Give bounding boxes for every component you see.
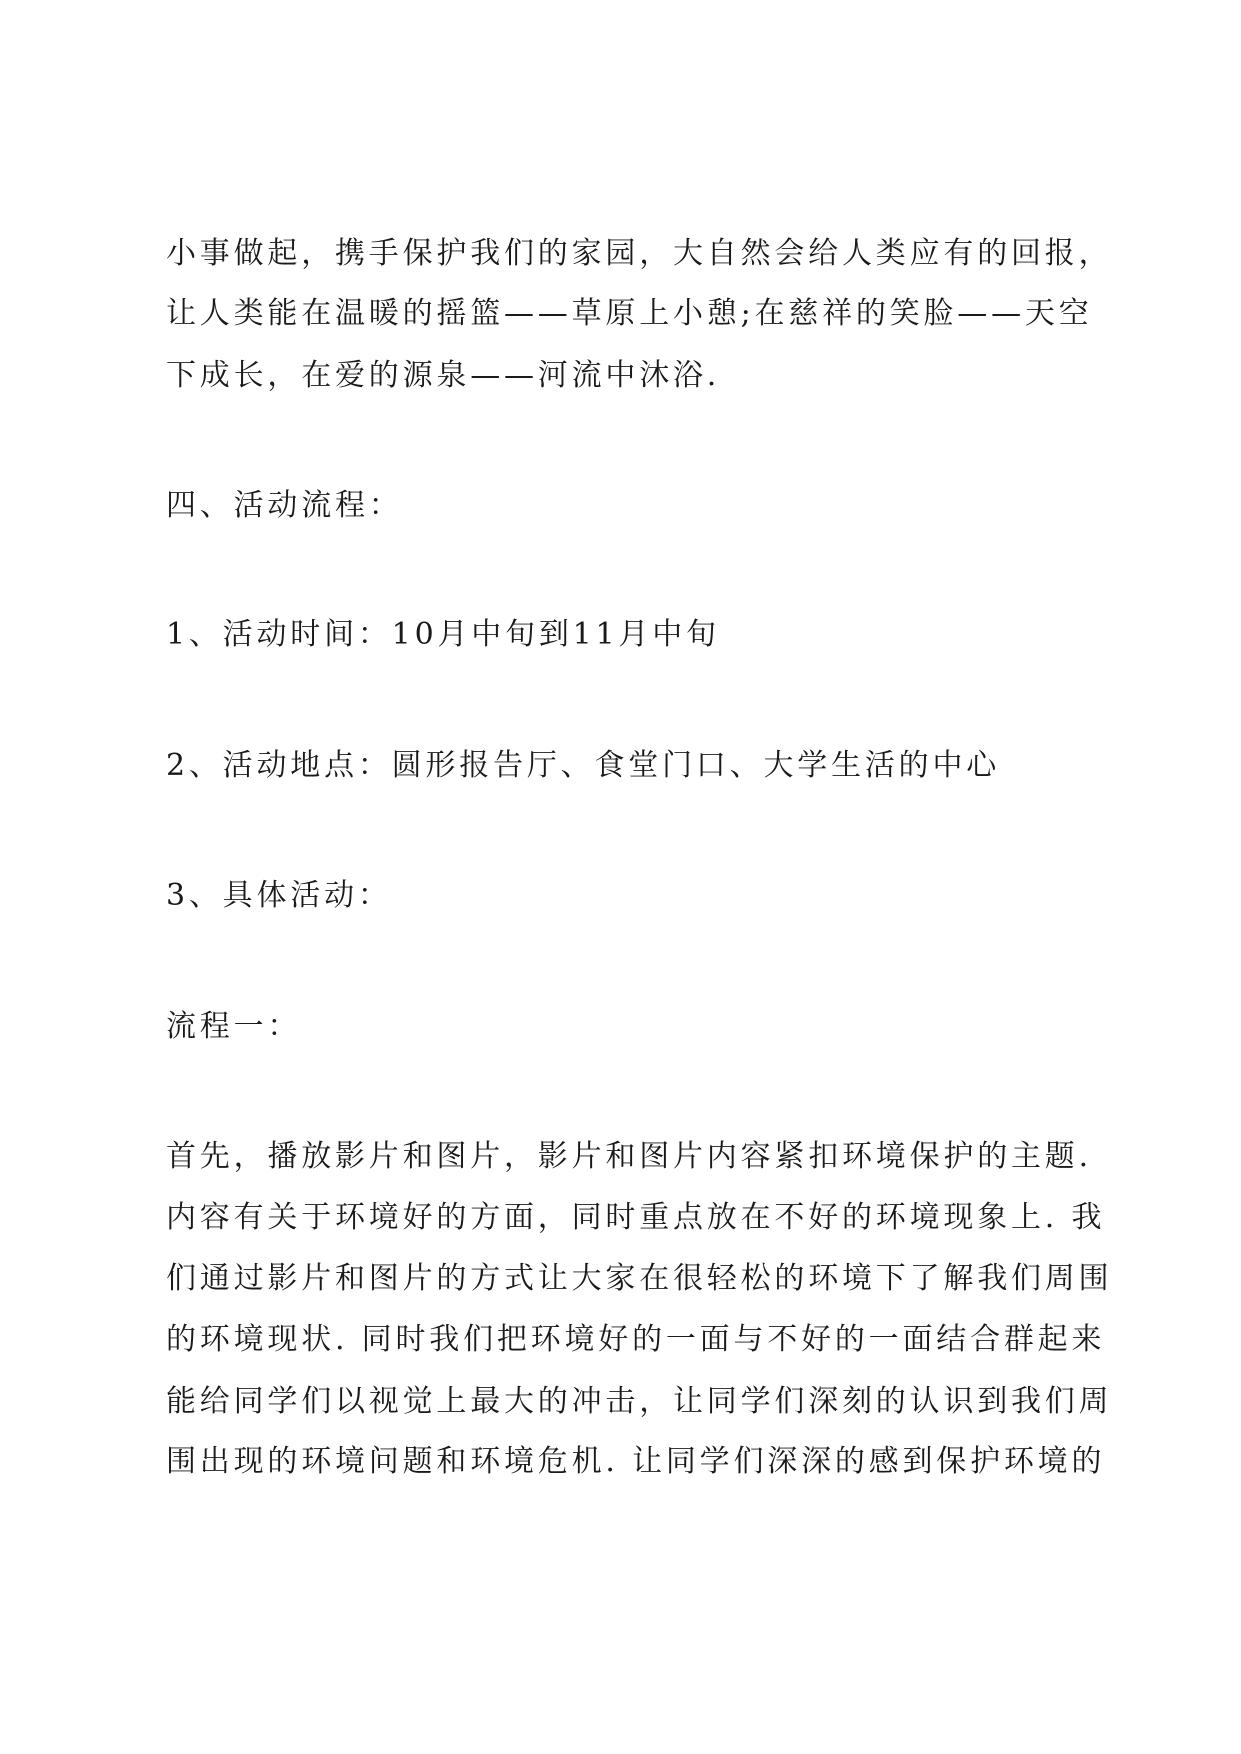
section-heading: 四、活动流程： bbox=[166, 488, 403, 523]
paragraph-line: 能给同学们以视觉上最大的冲击，让同学们深刻的认识到我们周 bbox=[166, 1384, 1113, 1419]
paragraph-line: 围出现的环境问题和环境危机. 让同学们深深的感到保护环境的 bbox=[166, 1444, 1106, 1479]
paragraph-line: 的环境现状. 同时我们把环境好的一面与不好的一面结合群起来 bbox=[166, 1322, 1106, 1357]
paragraph-line: 下成长，在爱的源泉——河流中沐浴. bbox=[166, 358, 721, 393]
paragraph-line: 首先，播放影片和图片，影片和图片内容紧扣环境保护的主题. bbox=[166, 1139, 1092, 1174]
list-item-activities: 3、具体活动： bbox=[166, 878, 392, 913]
list-item-time: 1、活动时间：10月中旬到11月中旬 bbox=[166, 617, 720, 652]
paragraph-line: 内容有关于环境好的方面，同时重点放在不好的环境现象上. 我 bbox=[166, 1200, 1106, 1235]
list-item-place: 2、活动地点：圆形报告厅、食堂门口、大学生活的中心 bbox=[166, 748, 1001, 783]
process-heading: 流程一： bbox=[166, 1009, 302, 1044]
paragraph-line: 们通过影片和图片的方式让大家在很轻松的环境下了解我们周围 bbox=[166, 1261, 1113, 1296]
paragraph-line: 让人类能在温暖的摇篮——草原上小憩;在慈祥的笑脸——天空 bbox=[166, 296, 1093, 331]
paragraph-line: 小事做起，携手保护我们的家园，大自然会给人类应有的回报， bbox=[166, 236, 1113, 271]
